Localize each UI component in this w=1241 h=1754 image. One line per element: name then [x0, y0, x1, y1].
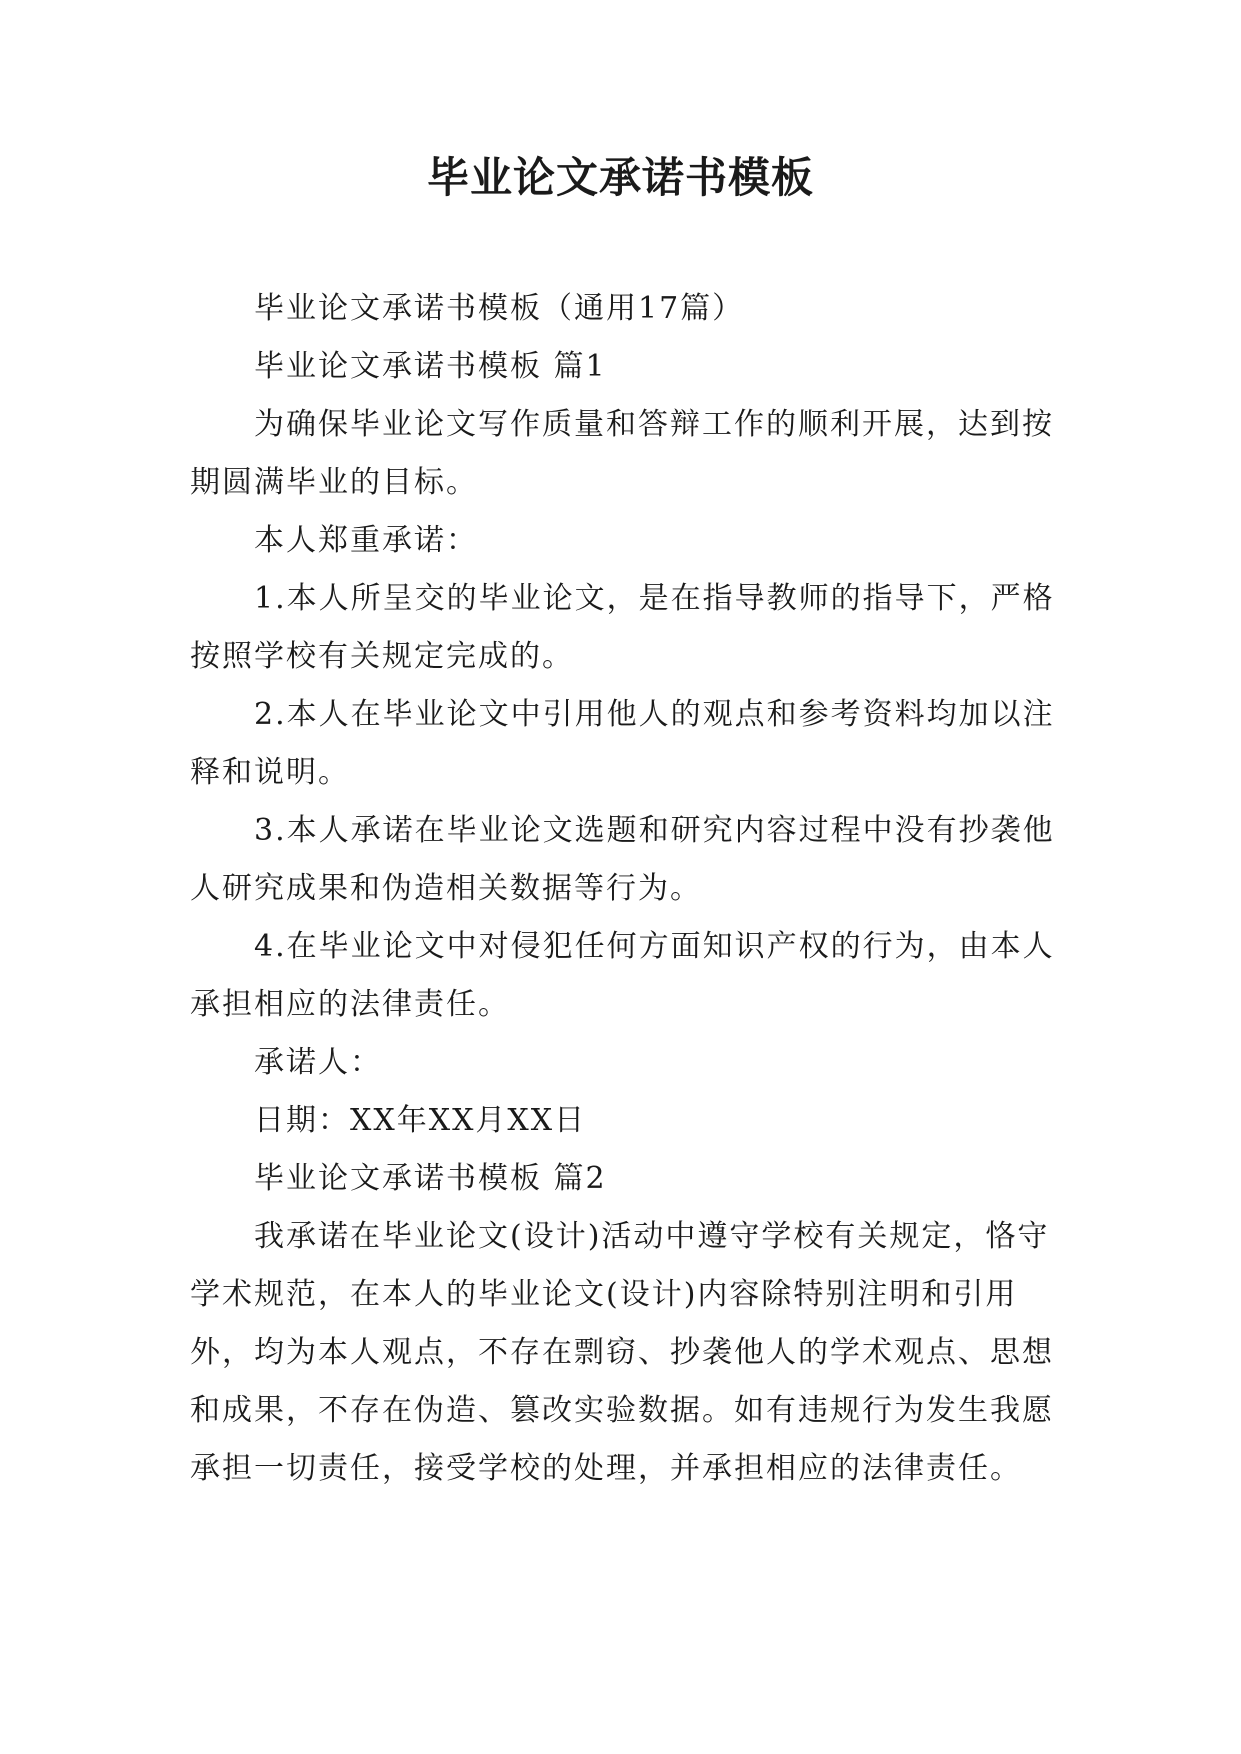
pledge-item-3: 3.本人承诺在毕业论文选题和研究内容过程中没有抄袭他人研究成果和伪造相关数据等行为。	[190, 813, 1055, 906]
document-title: 毕业论文承诺书模板	[426, 153, 814, 202]
pledge-item-4: 4.在毕业论文中对侵犯任何方面知识产权的行为，由本人承担相应的法律责任。	[190, 929, 1055, 1022]
date-line: 日期：XX年XX月XX日	[254, 1103, 587, 1138]
document-body	[190, 280, 1056, 1498]
pledge-item-2: 2.本人在毕业论文中引用他人的观点和参考资料均加以注释和说明。	[190, 697, 1055, 790]
paragraph-pledge-2: 我承诺在毕业论文(设计)活动中遵守学校有关规定，恪守学术规范，在本人的毕业论文(设计)内容除特别注明和引用外，均为本人观点，不存在剽窃、抄袭他人的学术观点、思想和成果，不存在伪造、篡改实验数据。如有违规行为发生我愿承担一切责任，接受学校的处理，并承担相应的法律责任。	[190, 1219, 1054, 1486]
signatory-label: 承诺人：	[254, 1045, 382, 1080]
section-heading-2: 毕业论文承诺书模板 篇2	[254, 1161, 607, 1196]
paragraph-pledge-intro: 本人郑重承诺：	[254, 523, 478, 558]
paragraph-purpose: 为确保毕业论文写作质量和答辩工作的顺利开展，达到按期圆满毕业的目标。	[190, 407, 1054, 500]
section-heading-1: 毕业论文承诺书模板 篇1	[254, 349, 607, 384]
pledge-item-1: 1.本人所呈交的毕业论文，是在指导教师的指导下，严格按照学校有关规定完成的。	[190, 581, 1055, 674]
paragraph-subtitle: 毕业论文承诺书模板（通用17篇）	[254, 291, 745, 326]
